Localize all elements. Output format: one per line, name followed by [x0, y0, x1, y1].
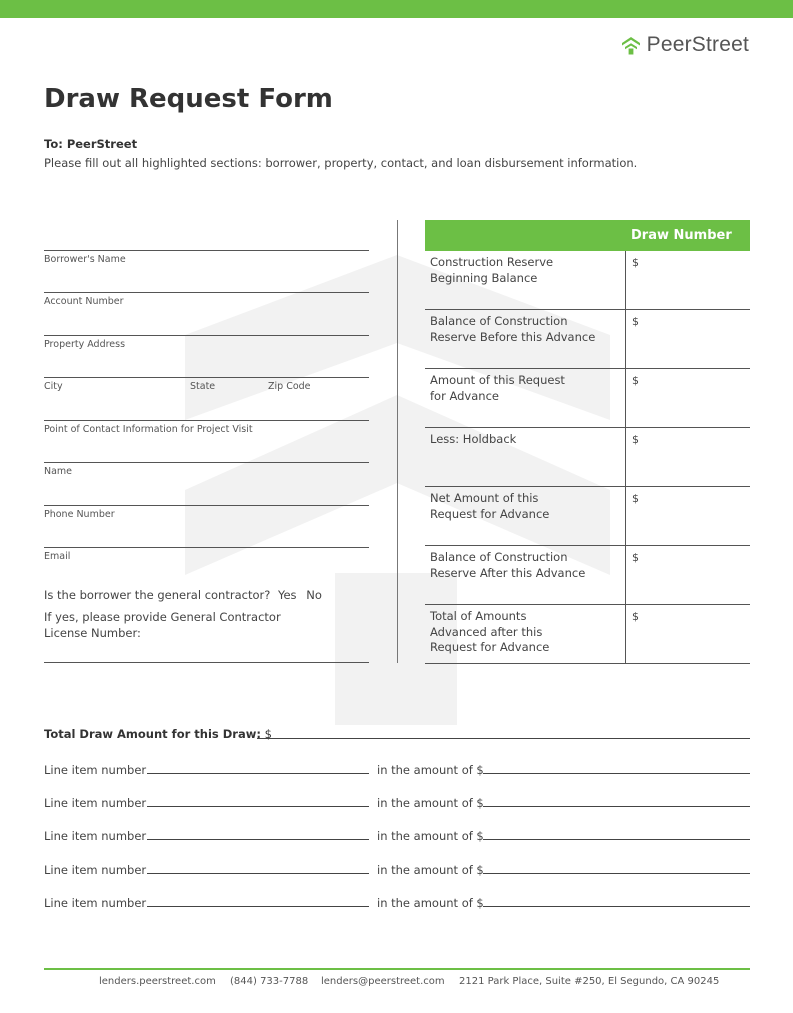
peerstreet-logo-icon — [621, 35, 641, 55]
phone-number-field[interactable] — [44, 505, 369, 506]
line-item-amount-field[interactable] — [483, 839, 750, 840]
property-address-field[interactable] — [44, 335, 369, 336]
draw-amount-currency: $ — [632, 315, 639, 328]
draw-row-label — [430, 491, 620, 522]
footer-address: 2121 Park Place, Suite #250, El Segundo, CA 90245 — [459, 976, 720, 987]
draw-table-header — [425, 220, 750, 251]
draw-row-label — [430, 314, 620, 345]
draw-row-label-line: Less: Holdback — [430, 432, 517, 446]
yes-option[interactable]: Yes — [277, 588, 297, 602]
draw-table — [425, 220, 750, 664]
line-item-amount-label: in the amount of $ — [377, 763, 484, 777]
borrower-name-label: Borrower's Name — [44, 254, 126, 265]
draw-amount-currency: $ — [632, 610, 639, 623]
line-item-amount-label: in the amount of $ — [377, 796, 484, 810]
draw-amount-cell[interactable] — [625, 251, 626, 309]
line-item-amount-field[interactable] — [483, 906, 750, 907]
column-divider — [397, 220, 398, 663]
footer-website[interactable]: lenders.peerstreet.com — [99, 976, 216, 987]
total-draw-currency: $ — [264, 727, 272, 741]
draw-amount-cell[interactable] — [625, 310, 626, 368]
draw-row-label-line: for Advance — [430, 388, 499, 403]
draw-row-label-line: Net Amount of this — [430, 491, 539, 505]
point-of-contact-field[interactable] — [44, 420, 369, 421]
state-label: State — [190, 381, 216, 392]
draw-row-label-line: Balance of Construction — [430, 314, 568, 328]
draw-table-row — [425, 546, 750, 605]
draw-table-row — [425, 251, 750, 310]
draw-number-header: Draw Number — [631, 228, 732, 243]
contact-name-label: Name — [44, 466, 73, 477]
draw-amount-currency: $ — [632, 374, 639, 387]
draw-amount-currency: $ — [632, 492, 639, 505]
line-item-amount-field[interactable] — [483, 873, 750, 874]
license-prompt-line2: License Number: — [44, 626, 141, 640]
email-field[interactable] — [44, 547, 369, 548]
footer-email[interactable]: lenders@peerstreet.com — [321, 976, 445, 987]
line-item-amount-label: in the amount of $ — [377, 829, 484, 843]
no-option[interactable]: No — [306, 588, 322, 602]
city-state-zip-field[interactable] — [44, 377, 369, 378]
license-prompt-line1: If yes, please provide General Contractor — [44, 610, 281, 624]
recipient-line: To: PeerStreet — [44, 137, 138, 151]
draw-row-label-line: Reserve Before this Advance — [430, 329, 596, 344]
draw-row-label-line: Construction Reserve — [430, 255, 554, 269]
draw-table-row — [425, 428, 750, 487]
draw-row-label-line: Reserve After this Advance — [430, 565, 586, 580]
draw-row-label — [430, 373, 620, 404]
total-draw-title: Total Draw Amount for this Draw: — [44, 727, 261, 741]
draw-row-label-line: Request for Advance — [430, 640, 550, 654]
line-item-label: Line item number — [44, 829, 147, 843]
account-number-label: Account Number — [44, 296, 124, 307]
license-number-field[interactable] — [44, 662, 369, 663]
line-item-number-field[interactable] — [147, 773, 369, 774]
line-item-amount-field[interactable] — [483, 806, 750, 807]
draw-row-label — [430, 432, 620, 448]
line-item-label: Line item number — [44, 763, 147, 777]
point-of-contact-label: Point of Contact Information for Project Visit — [44, 424, 253, 435]
borrower-name-field[interactable] — [44, 250, 369, 251]
logo-text: PeerStreet — [646, 33, 749, 56]
draw-amount-currency: $ — [632, 551, 639, 564]
draw-row-label — [430, 550, 620, 581]
instructions: Please fill out all highlighted sections: borrower, property, contact, and loan disbursement information. — [44, 156, 638, 170]
draw-amount-cell[interactable] — [625, 487, 626, 545]
draw-amount-cell[interactable] — [625, 369, 626, 427]
general-contractor-question — [44, 588, 322, 602]
total-draw-field[interactable] — [257, 738, 750, 739]
line-item-amount-label: in the amount of $ — [377, 863, 484, 877]
draw-amount-currency: $ — [632, 433, 639, 446]
total-draw-label — [44, 727, 272, 741]
draw-table-row — [425, 605, 750, 664]
footer-phone: (844) 733-7788 — [230, 976, 309, 987]
line-item-number-field[interactable] — [147, 806, 369, 807]
draw-row-label-line: Balance of Construction — [430, 550, 568, 564]
question-text: Is the borrower the general contractor? — [44, 588, 271, 602]
top-accent-bar — [0, 0, 793, 18]
draw-amount-cell[interactable] — [625, 546, 626, 604]
city-label: City — [44, 381, 63, 392]
draw-amount-cell[interactable] — [625, 428, 626, 486]
contact-name-field[interactable] — [44, 462, 369, 463]
line-item-number-field[interactable] — [147, 906, 369, 907]
draw-amount-currency: $ — [632, 256, 639, 269]
draw-table-row — [425, 310, 750, 369]
draw-amount-cell[interactable] — [625, 605, 626, 663]
phone-number-label: Phone Number — [44, 509, 115, 520]
draw-row-label-line: Amount of this Request — [430, 373, 565, 387]
line-item-number-field[interactable] — [147, 873, 369, 874]
property-address-label: Property Address — [44, 339, 126, 350]
draw-row-label-line: Beginning Balance — [430, 270, 538, 285]
line-item-label: Line item number — [44, 863, 147, 877]
line-item-number-field[interactable] — [147, 839, 369, 840]
draw-row-label-line: Total of Amounts — [430, 609, 527, 623]
draw-table-row — [425, 369, 750, 428]
line-item-label: Line item number — [44, 796, 147, 810]
line-item-amount-label: in the amount of $ — [377, 896, 484, 910]
line-item-amount-field[interactable] — [483, 773, 750, 774]
draw-row-label — [430, 609, 620, 656]
draw-table-row — [425, 487, 750, 546]
page-title: Draw Request Form — [44, 84, 333, 114]
draw-row-label-line: Request for Advance — [430, 506, 550, 521]
peerstreet-logo — [621, 32, 749, 58]
account-number-field[interactable] — [44, 292, 369, 293]
draw-row-label-line: Advanced after this — [430, 624, 543, 639]
draw-row-label — [430, 255, 620, 286]
footer-divider — [44, 968, 750, 970]
zip-label: Zip Code — [268, 381, 311, 392]
line-item-label: Line item number — [44, 896, 147, 910]
email-label: Email — [44, 551, 71, 562]
